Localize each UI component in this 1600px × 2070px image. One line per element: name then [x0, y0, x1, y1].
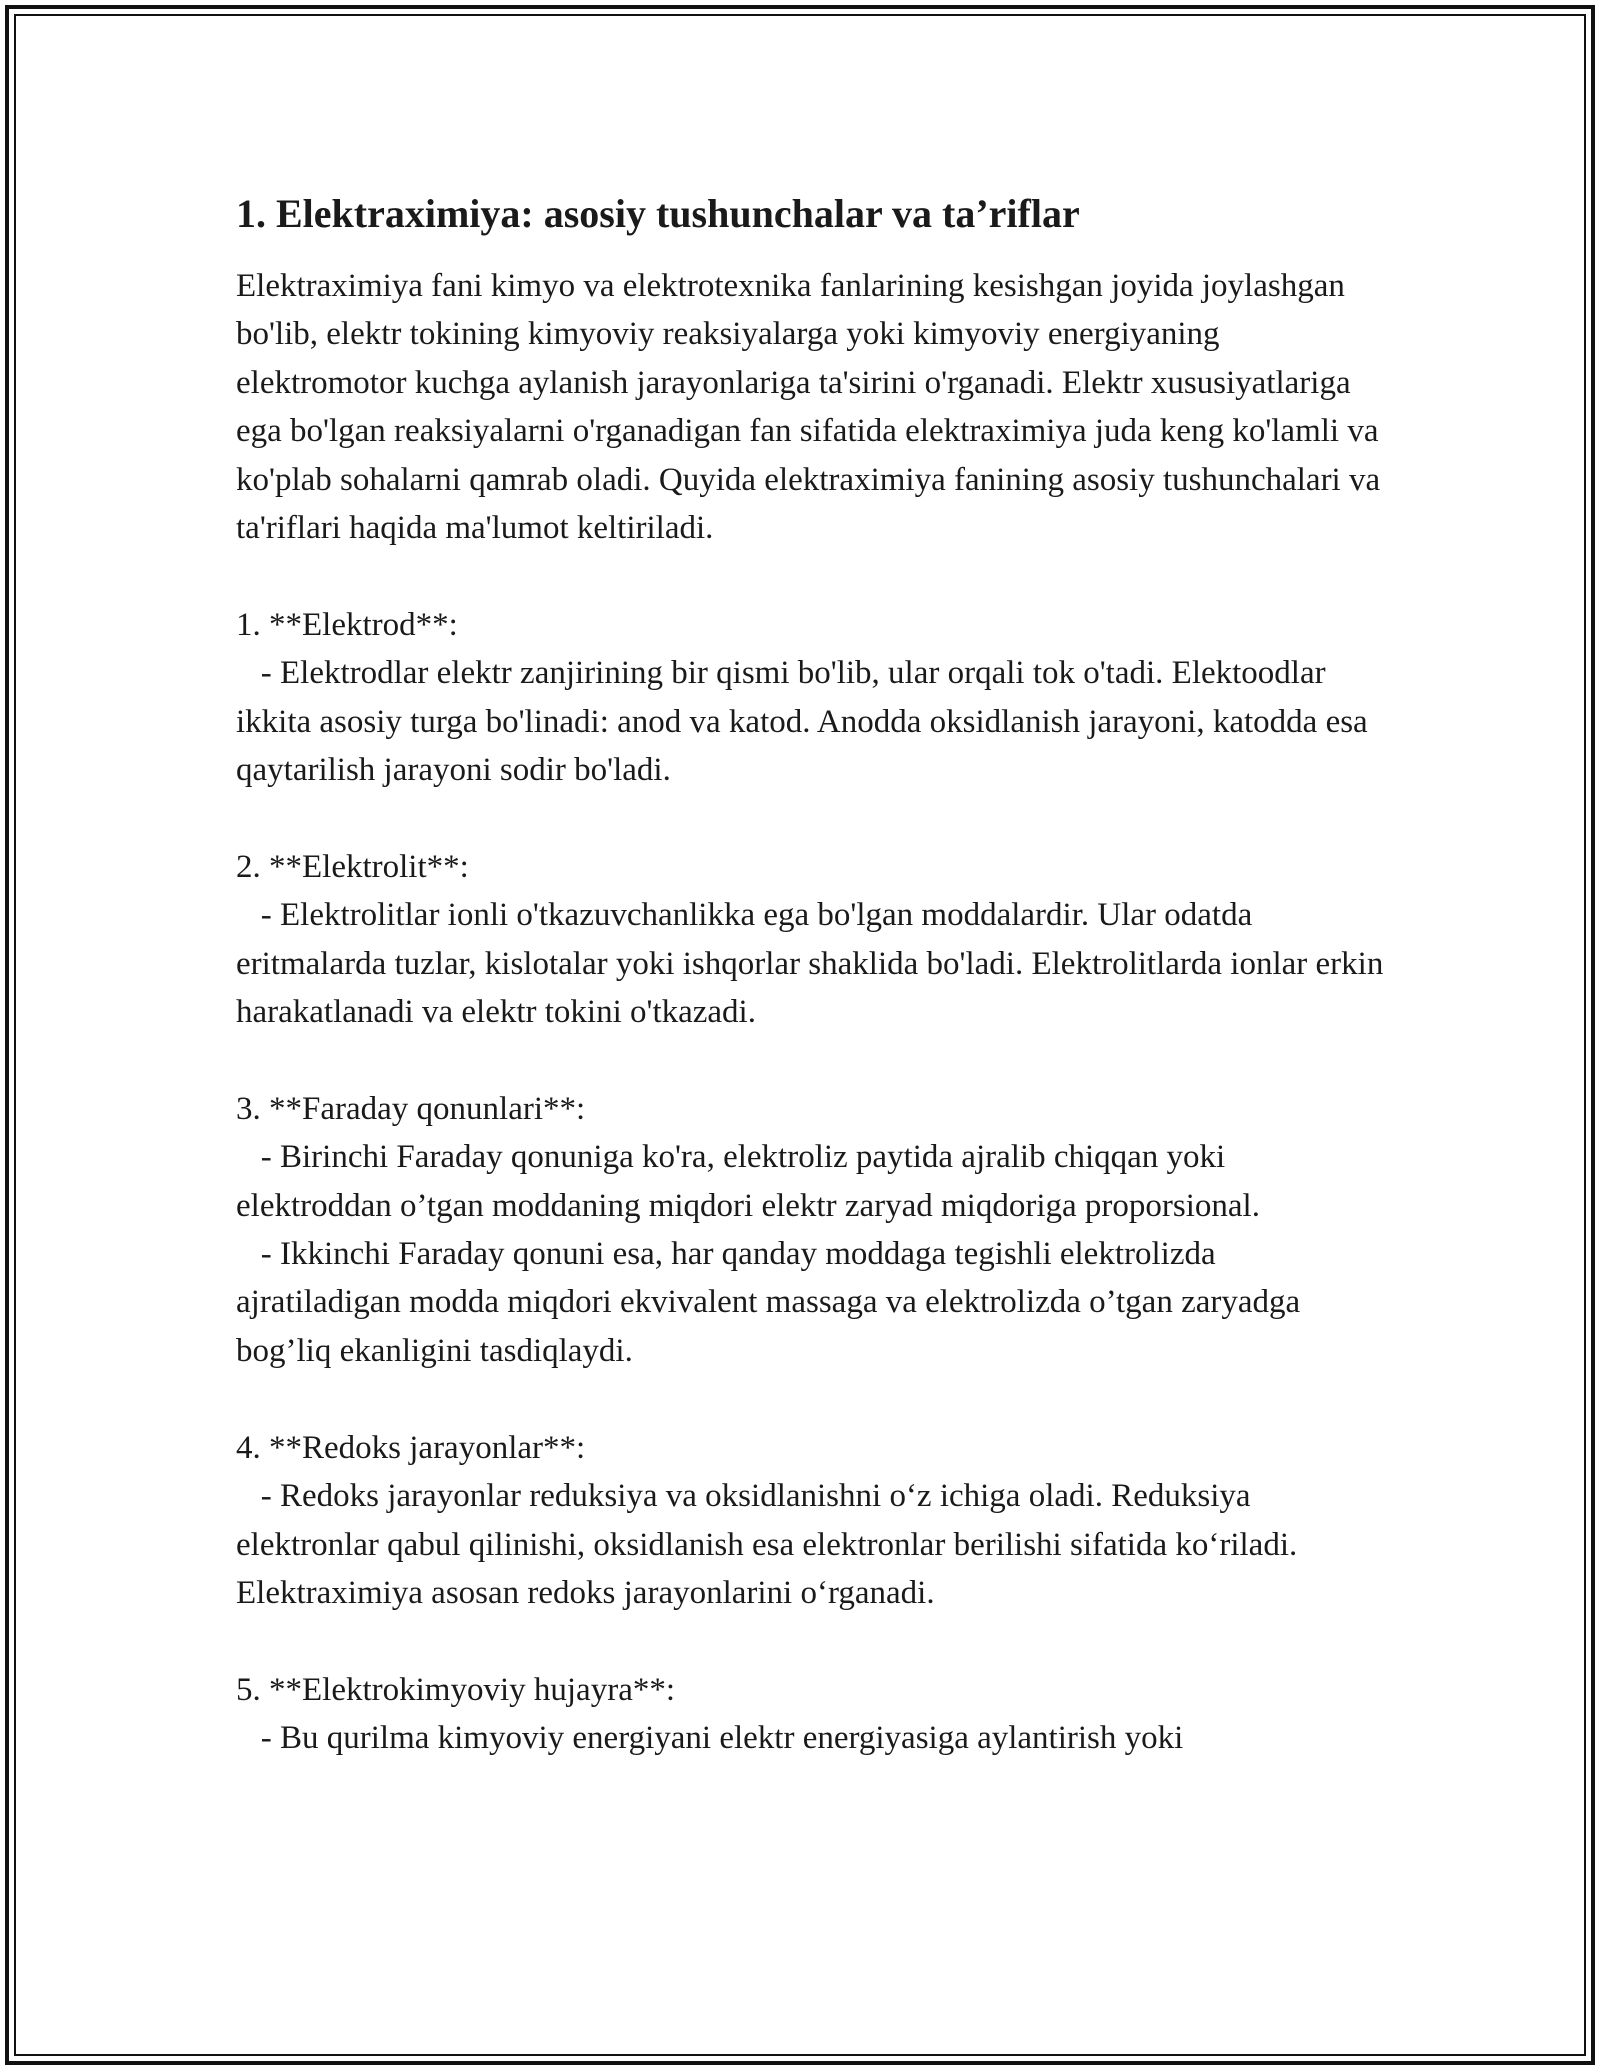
intro-paragraph: Elektraximiya fani kimyo va elektrotexnika fanlarining kesishgan joyida joylashgan bo'lib, elektr tokining kimyoviy reaksiyalarga yoki kimyoviy energiyaning elektromotor kuchga aylanish jarayonlariga ta'sirini o'rganadi. Elektr xususiyatlariga ega bo'lgan reaksiyalarni o'rganadigan fan sifatida elektraximiya juda keng ko'lamli va ko'plab sohalarni qamrab oladi. Quyida elektraximiya fanining asosiy tushunchalari va ta'riflari haqida ma'lumot keltiriladi.	[236, 268, 1381, 547]
section-point: - Redoks jarayonlar reduksiya va oksidlanishni o‘z ichiga oladi. Reduksiya elektronlar qabul qilinishi, oksidlanish esa elektronlar berilishi sifatida ko‘riladi. Elektraximiya asosan redoks jarayonlarini o‘rganadi.	[236, 1478, 1306, 1611]
section-title: 1. **Elektrod**:	[236, 606, 458, 643]
section-title: 2. **Elektrolit**:	[236, 848, 469, 885]
section-redoks-jarayonlar	[236, 1424, 1386, 1618]
section-title: 4. **Redoks jarayonlar**:	[236, 1429, 586, 1466]
section-point: - Ikkinchi Faraday qonuni esa, har qanday moddaga tegishli elektrolizda ajratiladigan modda miqdori ekvivalent massaga va elektrolizda o’tgan zaryadga bog’liq ekanligini tasdiqlaydi.	[236, 1236, 1309, 1369]
document-body	[236, 184, 1392, 1811]
document-heading: 1. Elektraximiya: asosiy tushunchalar va ta’riflar	[236, 191, 1080, 236]
section-point: - Birinchi Faraday qonuniga ko'ra, elektroliz paytida ajralib chiqqan yoki elektroddan o’tgan moddaning miqdori elektr zaryad miqdoriga proporsional.	[236, 1139, 1260, 1224]
section-elektrolit	[236, 843, 1392, 1037]
section-faraday-qonunlari	[236, 1085, 1386, 1375]
section-elektrokimyoviy-hujayra	[236, 1666, 1386, 1763]
section-point: - Elektrodlar elektr zanjirining bir qismi bo'lib, ular orqali tok o'tadi. Elektoodlar ikkita asosiy turga bo'linadi: anod va katod. Anodda oksidlanish jarayoni, katodda esa qaytarilish jarayoni sodir bo'ladi.	[236, 655, 1376, 789]
section-point: - Elektrolitlar ionli o'tkazuvchanlikka ega bo'lgan moddalardir. Ular odatda eritmalarda tuzlar, kislotalar yoki ishqorlar shaklida bo'ladi. Elektrolitlarda ionlar erkin harakatlanadi va elektr tokini o'tkazadi.	[236, 897, 1392, 1031]
section-title: 3. **Faraday qonunlari**:	[236, 1090, 586, 1127]
section-point: - Bu qurilma kimyoviy energiyani elektr energiyasiga aylantirish yoki	[236, 1720, 1184, 1757]
section-title: 5. **Elektrokimyoviy hujayra**:	[236, 1671, 676, 1708]
section-elektrod	[236, 601, 1386, 795]
